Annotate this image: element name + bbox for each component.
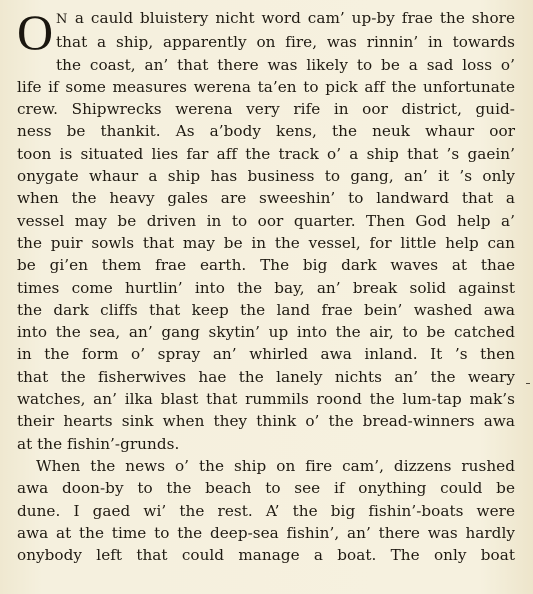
text-line-12: be gi’en them frae earth. The big dark waves at thae (17, 256, 515, 275)
first-word-rest: N (56, 12, 68, 27)
text-line-15: into the sea, an’ gang skytin’ up into the air, to be catched (17, 323, 515, 342)
text-line-10: vessel may be driven in to oor quarter. Then God help a’ (17, 211, 515, 230)
text-line-5: crew. Shipwrecks werena very rife in oor district, guid- (17, 100, 515, 119)
text-line-6: ness be thankit. As a’body kens, the neuk whaur oor (17, 122, 515, 141)
text-line-2: that a ship, apparently on fire, was rinnin’ in towards (56, 33, 515, 52)
text-line-25: onybody left that could manage a boat. The only boat (17, 546, 515, 565)
drop-cap: O (17, 4, 54, 60)
text-line-14: the dark cliffs that keep the land frae bein’ washed awa (17, 300, 515, 319)
text-line-3: the coast, an’ that there was likely to be a sad loss o’ (56, 55, 515, 74)
page-edge-mark (526, 383, 530, 384)
text-line-22: awa doon-by to the beach to see if onything could be (17, 479, 515, 498)
text-line-13: times come hurtlin’ into the bay, an’ break solid against (17, 278, 515, 297)
text-line-4: life if some measures werena ta’en to pick aff the unfortunate (17, 77, 515, 96)
text-line-16: in the form o’ spray an’ whirled awa inland. It ’s then (17, 345, 515, 364)
text-line-17: that the fisherwives hae the lanely nichts an’ the weary (17, 367, 515, 386)
text-line-21: When the news o’ the ship on fire cam’, dizzens rushed (36, 456, 515, 475)
text-line-7: toon is situated lies far aff the track o’ a ship that ’s gaein’ (17, 144, 515, 163)
text-line-8: onygate whaur a ship has business to gang, an’ it ’s only (17, 167, 515, 186)
text-line-1-body: a cauld bluistery nicht word cam’ up-by frae the shore (67, 9, 515, 27)
text-line-23: dune. I gaed wi’ the rest. A’ the big fishin’-boats were (17, 501, 515, 520)
text-line-20: at the fishin’-grunds. (17, 434, 180, 453)
text-line-1 (17, 7, 515, 31)
text-line-24: awa at the time to the deep-sea fishin’, an’ there was hardly (17, 523, 515, 542)
page-text (17, 4, 515, 566)
text-line-11: the puir sowls that may be in the vessel, for little help can (17, 233, 515, 252)
text-line-18: watches, an’ ilka blast that rummils roond the lum-tap mak’s (17, 390, 515, 409)
text-line-9: when the heavy gales are sweeshin’ to landward that a (17, 189, 515, 208)
text-line-19: their hearts sink when they think o’ the bread-winners awa (17, 412, 515, 431)
